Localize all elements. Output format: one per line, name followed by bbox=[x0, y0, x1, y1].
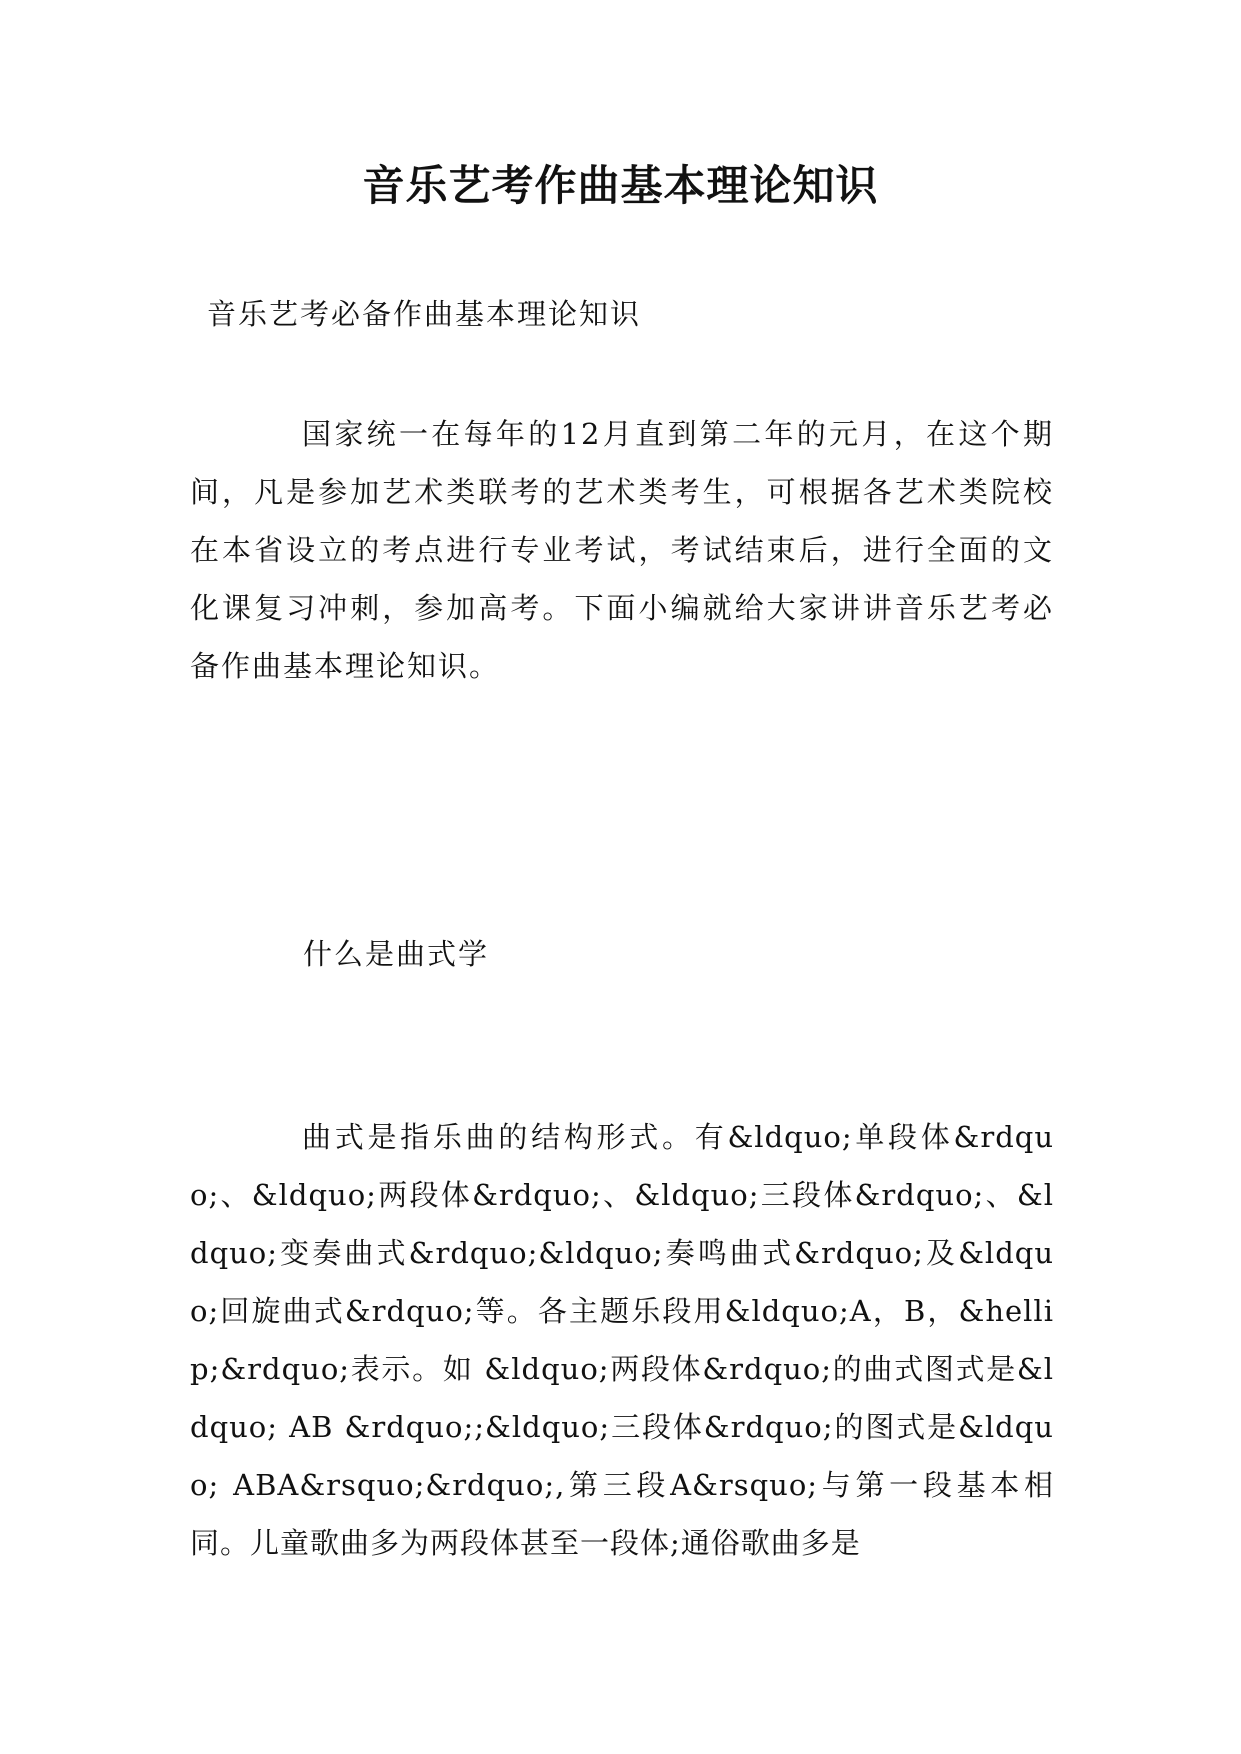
section-paragraph: 曲式是指乐曲的结构形式。有&ldquo;单段体&rdquo;、&ldquo;两段体&rdquo;、&ldquo;三段体&rdquo;、&ldquo;变奏曲式&rdquo;&ldquo;奏鸣曲式&rdquo;及&ldquo;回旋曲式&rdquo;等。各主题乐段用&ldquo;A，B，&hellip;&rdquo;表示。如 &ldquo;两段体&rdquo;的曲式图式是&ldquo; AB &rdquo;;&ldquo;三段体&rdquo;的图式是&ldquo; ABA&rsquo;&rdquo;,第三段A&rsquo;与第一段基本相同。儿童歌曲多为两段体甚至一段体;通俗歌曲多是 bbox=[190, 1120, 1054, 1560]
document-title: 音乐艺考作曲基本理论知识 bbox=[362, 161, 879, 210]
section-heading: 什么是曲式学 bbox=[303, 937, 490, 971]
document-subtitle: 音乐艺考必备作曲基本理论知识 bbox=[207, 297, 642, 331]
intro-paragraph: 国家统一在每年的12月直到第二年的元月，在这个期间，凡是参加艺术类联考的艺术类考生，可根据各艺术类院校在本省设立的考点进行专业考试，考试结束后，进行全面的文化课复习冲刺，参加高考。下面小编就给大家讲讲音乐艺考必备作曲基本理论知识。 bbox=[190, 417, 1054, 683]
